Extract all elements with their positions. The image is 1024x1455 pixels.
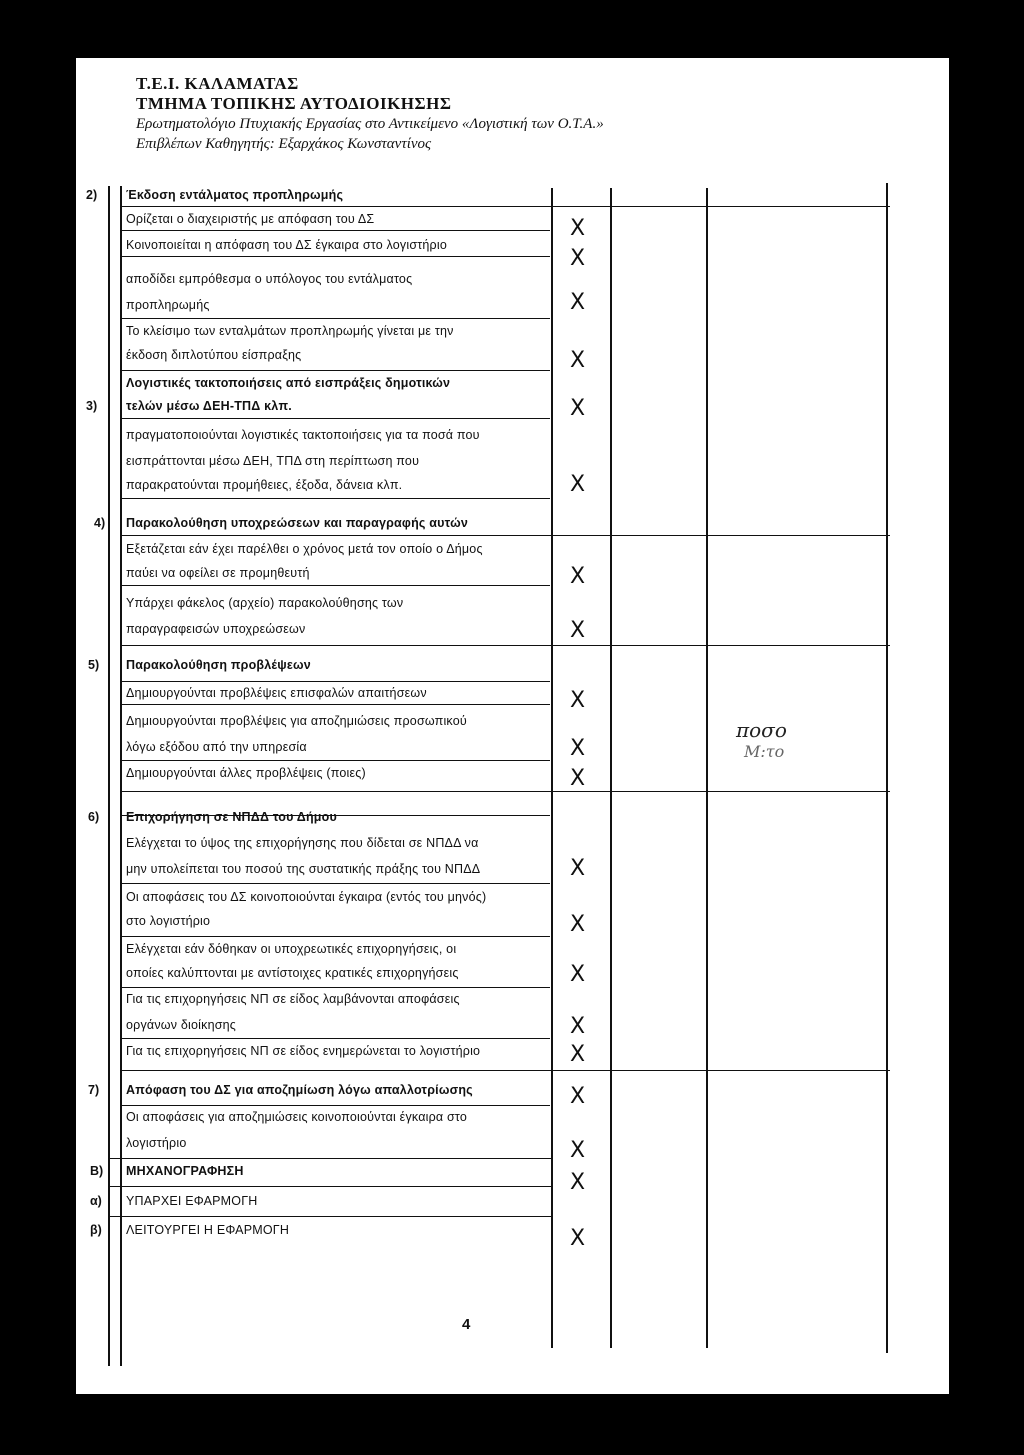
section-title: Παρακολούθηση υποχρεώσεων και παραγραφής αυτών <box>126 516 468 530</box>
row-line <box>120 206 890 207</box>
question-text: παύει να οφείλει σε προμηθευτή <box>126 566 310 580</box>
section-number: 4) <box>94 516 106 530</box>
section-title: Απόφαση του ΔΣ για αποζημίωση λόγω απαλλοτρίωσης <box>126 1083 473 1097</box>
document-header <box>136 74 604 154</box>
row-line <box>120 987 550 988</box>
row-line <box>120 256 550 257</box>
question-text: προπληρωμής <box>126 298 210 312</box>
row-line <box>120 230 550 231</box>
section-number: 7) <box>88 1083 100 1097</box>
answer-mark: X <box>570 962 586 987</box>
row-line <box>120 704 550 705</box>
answer-mark: X <box>570 216 586 241</box>
question-text: Για τις επιχορηγήσεις ΝΠ σε είδος λαμβάνονται αποφάσεις <box>126 992 460 1006</box>
question-text: στο λογιστήριο <box>126 914 211 928</box>
section-number: 3) <box>86 399 98 413</box>
section-title: Λογιστικές τακτοποιήσεις από εισπράξεις δημοτικών <box>126 376 451 390</box>
document-page <box>76 58 949 1394</box>
question-text: Για τις επιχορηγήσεις ΝΠ σε είδος ενημερώνεται το λογιστήριο <box>126 1044 481 1058</box>
row-line <box>120 883 550 884</box>
table-left-border <box>108 186 110 1366</box>
handwritten-note: Μ:το <box>744 742 785 761</box>
answer-mark: X <box>570 1084 586 1109</box>
question-text: Δημιουργούνται προβλέψεις επισφαλών απαιτήσεων <box>126 686 427 700</box>
question-text: Κοινοποιείται η απόφαση του ΔΣ έγκαιρα στο λογιστήριο <box>126 238 448 252</box>
question-text: λογιστήριο <box>126 1136 187 1150</box>
section-number: 6) <box>88 810 100 824</box>
institution-name: Τ.Ε.Ι. ΚΑΛΑΜΑΤΑΣ <box>136 74 299 93</box>
answer-mark: X <box>570 1014 586 1039</box>
question-text: έκδοση διπλοτύπου είσπραξης <box>126 348 302 362</box>
section-title: τελών μέσω ΔΕΗ-ΤΠΔ κλπ. <box>126 399 292 413</box>
section-number: β) <box>90 1223 102 1237</box>
handwritten-note: ποσο <box>736 718 787 742</box>
answer-mark: X <box>570 1042 586 1067</box>
row-line <box>120 418 550 419</box>
answer-mark: X <box>570 290 586 315</box>
question-text: οργάνων διοίκησης <box>126 1018 237 1032</box>
questionnaire-title: Ερωτηματολόγιο Πτυχιακής Εργασίας στο Αντικείμενο «Λογιστική των Ο.Τ.Α.» <box>136 116 604 132</box>
question-text: Ελέγχεται το ύψος της επιχορήγησης που δίδεται σε ΝΠΔΔ να <box>126 836 479 850</box>
answer-mark: X <box>570 736 586 761</box>
page-number: 4 <box>462 1316 471 1333</box>
answer-mark: X <box>570 766 586 791</box>
row-line <box>120 535 890 536</box>
question-text: Οι αποφάσεις του ΔΣ κοινοποιούνται έγκαιρα (εντός του μηνός) <box>126 890 487 904</box>
row-line <box>120 645 890 646</box>
question-text: μην υπολείπεται του ποσού της συστατικής πράξης του ΝΠΔΔ <box>126 862 481 876</box>
row-line <box>108 1158 553 1159</box>
question-text: αποδίδει εμπρόθεσμα ο υπόλογος του εντάλματος <box>126 272 413 286</box>
question-text: οποίες καλύπτονται με αντίστοιχες κρατικές επιχορηγήσεις <box>126 966 459 980</box>
answer-mark: X <box>570 1170 586 1195</box>
answer-mark: X <box>570 472 586 497</box>
question-text: πραγματοποιούνται λογιστικές τακτοποιήσεις για τα ποσά που <box>126 428 480 442</box>
answer-mark: X <box>570 396 586 421</box>
supervisor-line: Επιβλέπων Καθηγητής: Εξαρχάκος Κωνσταντίνος <box>136 136 432 152</box>
question-text: παρακρατούνται προμήθειες, έξοδα, δάνεια κλπ. <box>126 478 403 492</box>
row-line <box>120 498 550 499</box>
row-line <box>120 370 550 371</box>
section-title: ΜΗΧΑΝΟΓΡΑΦΗΣΗ <box>126 1164 244 1178</box>
row-line <box>120 681 550 682</box>
answer-mark: X <box>570 564 586 589</box>
row-line <box>120 585 550 586</box>
section-number: α) <box>90 1194 102 1208</box>
row-line <box>120 1038 550 1039</box>
row-line <box>108 1186 553 1187</box>
section-title: ΥΠΑΡΧΕΙ ΕΦΑΡΜΟΓΗ <box>126 1194 258 1208</box>
question-text: Δημιουργούνται προβλέψεις για αποζημιώσεις προσωπικού <box>126 714 467 728</box>
row-line <box>120 791 890 792</box>
question-text: παραγραφεισών υποχρεώσεων <box>126 622 306 636</box>
question-text: Ορίζεται ο διαχειριστής με απόφαση του ΔΣ <box>126 212 375 226</box>
answer-mark: X <box>570 1138 586 1163</box>
col-divider-3 <box>610 188 612 1348</box>
question-text: Υπάρχει φάκελος (αρχείο) παρακολούθησης των <box>126 596 404 610</box>
col-divider-5 <box>886 183 888 1353</box>
question-text: Ελέγχεται εάν δόθηκαν οι υποχρεωτικές επιχορηγήσεις, οι <box>126 942 457 956</box>
section-number: 5) <box>88 658 100 672</box>
row-line <box>108 1216 553 1217</box>
section-title: Επιχορήγηση σε ΝΠΔΔ του Δήμου <box>126 810 337 824</box>
answer-mark: X <box>570 246 586 271</box>
section-title: ΛΕΙΤΟΥΡΓΕΙ Η ΕΦΑΡΜΟΓΗ <box>126 1223 290 1237</box>
question-text: Εξετάζεται εάν έχει παρέλθει ο χρόνος μετά τον οποίο ο Δήμος <box>126 542 483 556</box>
row-line <box>120 760 550 761</box>
question-text: Το κλείσιμο των ενταλμάτων προπληρωμής γίνεται με την <box>126 324 454 338</box>
col-divider-4 <box>706 188 708 1348</box>
col-divider-1 <box>120 186 122 1366</box>
question-text: Δημιουργούνται άλλες προβλέψεις (ποιες) <box>126 766 366 780</box>
question-text: εισπράττονται μέσω ΔΕΗ, ΤΠΔ στη περίπτωση που <box>126 454 420 468</box>
row-line <box>120 318 550 319</box>
row-line <box>120 936 550 937</box>
answer-mark: X <box>570 348 586 373</box>
section-title: Έκδοση εντάλματος προπληρωμής <box>126 188 344 202</box>
section-title: Παρακολούθηση προβλέψεων <box>126 658 311 672</box>
question-text: Οι αποφάσεις για αποζημιώσεις κοινοποιούνται έγκαιρα στο <box>126 1110 468 1124</box>
department-name: ΤΜΗΜΑ ΤΟΠΙΚΗΣ ΑΥΤΟΔΙΟΙΚΗΣΗΣ <box>136 94 452 113</box>
section-number: 2) <box>86 188 98 202</box>
answer-mark: X <box>570 618 586 643</box>
answer-mark: X <box>570 912 586 937</box>
section-number: Β) <box>90 1164 104 1178</box>
row-line <box>120 1070 890 1071</box>
row-line <box>120 1105 550 1106</box>
answer-mark: X <box>570 688 586 713</box>
question-text: λόγω εξόδου από την υπηρεσία <box>126 740 307 754</box>
answer-mark: X <box>570 1226 586 1251</box>
answer-mark: X <box>570 856 586 881</box>
col-divider-2 <box>551 188 553 1348</box>
